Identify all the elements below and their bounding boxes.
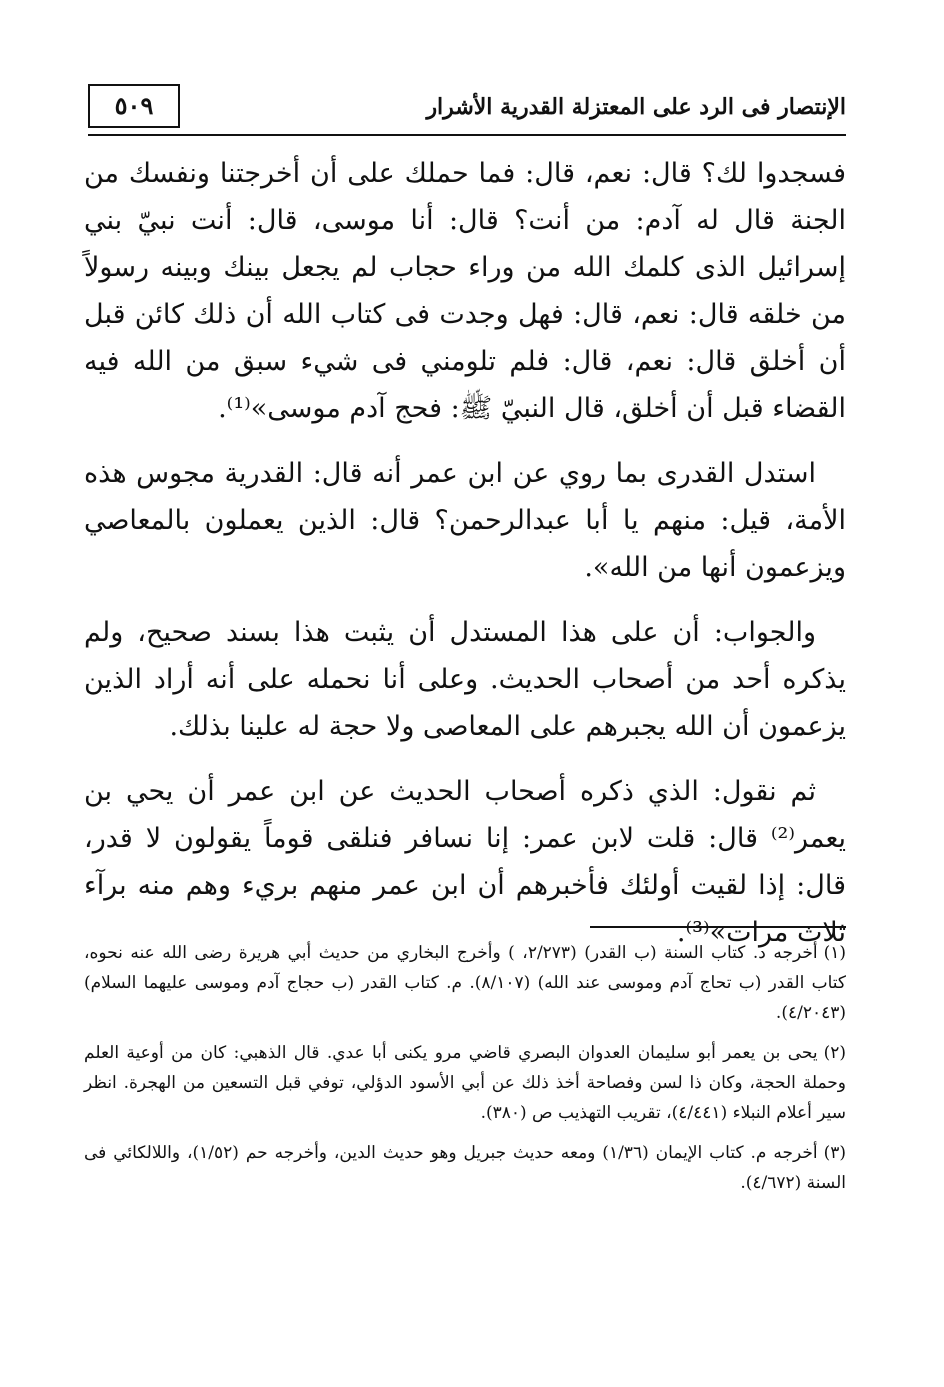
main-text (84, 150, 846, 974)
header-rule (88, 134, 846, 136)
footnote-text: أخرجه م. كتاب الإيمان (١/٣٦) ومعه حديث جبريل وهو حديث الدين، وأخرجه حم (١/٥٢)، واللالكائي فى السنة (٤/٦٧٢). (84, 1143, 846, 1193)
footnote-2 (84, 1038, 846, 1128)
page-header (88, 84, 846, 136)
page-number-box: ٥٠٩ (88, 84, 180, 128)
paragraph-2: استدل القدرى بما روي عن ابن عمر أنه قال: القدرية مجوس هذه الأمة، قيل: منهم يا أبا عبدالرحمن؟ قال: الذين يعملون بالمعاصي ويزعمون أنها من الله». (84, 458, 846, 583)
paragraph-3: والجواب: أن على هذا المستدل أن يثبت هذا بسند صحيح، ولم يذكره أحد من أصحاب الحديث. وعلى أنا نحمله على أنه أراد الذين يزعمون أن الله يجبرهم على المعاصى ولا حجة له علينا بذلك. (84, 617, 846, 742)
paragraph-4: ثم نقول: الذي ذكره أصحاب الحديث عن ابن عمر أن يحي بن يعمر⁽²⁾ قال: قلت لابن عمر: إنا نسافر فنلقى قوماً يقولون لا قدر، قال: إذا لقيت أولئك فأخبرهم أن ابن عمر منهم بريء وهم منه برآء ثلاث مرات»⁽³⁾. (84, 776, 846, 948)
footnote-text: يحى بن يعمر أبو سليمان العدوان البصري قاضي مرو يكنى أبا عدي. قال الذهبي: كان من أوعية العلم وحملة الحجة، وكان ذا لسن وفصاحة أخذ ذلك عن أبي الأسود الدؤلي، توفي قبل التسعين من الهجرة. انظر سير أعلام النبلاء (٤/٤٤١)، تقريب التهذيب ص (٣٨٠). (84, 1043, 846, 1123)
footnotes (84, 938, 846, 1208)
footnote-separator (590, 926, 846, 928)
footnote-number: (١) (823, 943, 846, 963)
paragraph-1: فسجدوا لك؟ قال: نعم، قال: فما حملك على أن أخرجتنا ونفسك من الجنة قال له آدم: من أنت؟ قال: أنا موسى، قال: أنت نبيّ بني إسرائيل الذى كلمك الله من وراء حجاب لم يجعل بينك وبينه رسولاً من خلقه قال: نعم، قال: فهل وجدت فى كتاب الله أن ذلك كائن قبل أن أخلق قال: نعم، قال: فلم تلومني فى شيء سبق من الله فيه القضاء قبل أن أخلق، قال النبيّ ﷺ: فحج آدم موسى»⁽¹⁾. (84, 158, 846, 424)
footnote-3 (84, 1138, 846, 1198)
footnote-number: (٣) (823, 1143, 846, 1163)
running-title: الإنتصار فى الرد على المعتزلة القدرية الأشرار (426, 94, 846, 120)
footnote-number: (٢) (823, 1043, 846, 1063)
footnote-1 (84, 938, 846, 1028)
footnote-text: أخرجه د. كتاب السنة (ب القدر) (٢/٢٧٣، ) وأخرج البخاري من حديث أبي هريرة رضى الله عنه نحوه، كتاب القدر (ب تحاج آدم وموسى عند الله) (٨/١٠٧). م. كتاب القدر (ب حجاج آدم وموسى عليهما السلام) (٤/٢٠٤٣). (84, 943, 846, 1023)
